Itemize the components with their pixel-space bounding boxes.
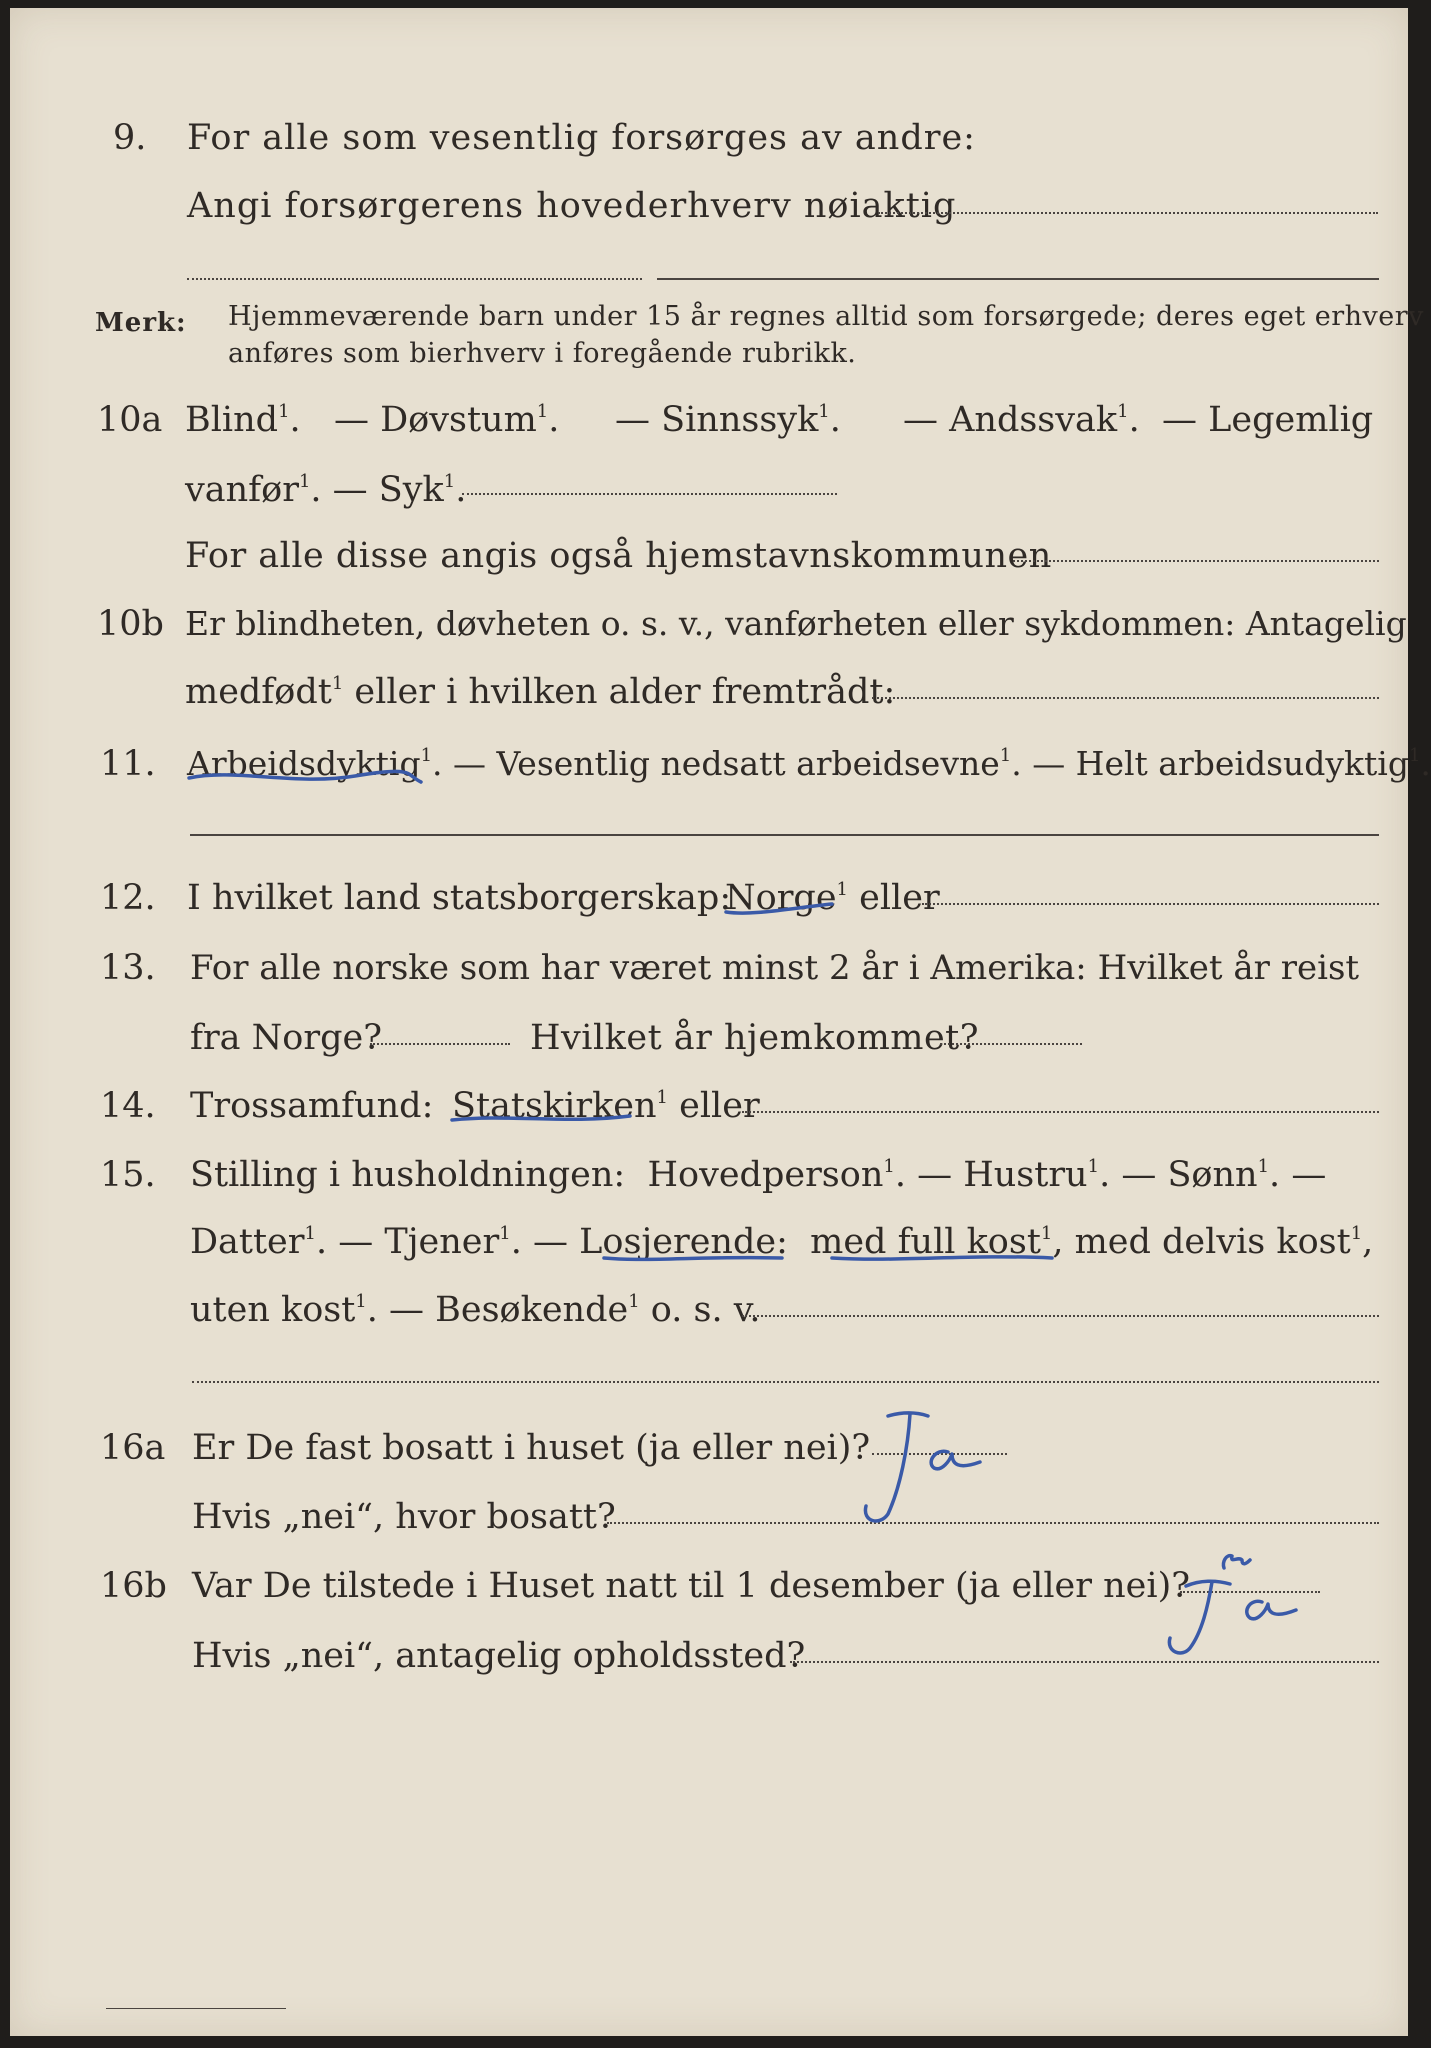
q16a-handwritten-answer (840, 1408, 1000, 1528)
q10b-number: 10b (97, 604, 164, 644)
q14-ink-underline (448, 1106, 638, 1130)
q13-line2b: Hvilket år hjemkommet? (530, 1018, 980, 1058)
q16b-number: 16b (100, 1566, 167, 1606)
q9-line1: For alle som vesentlig forsørges av andre: (187, 118, 976, 158)
q12-answer-line[interactable] (922, 903, 1379, 905)
q16b-opholdssted-line[interactable] (790, 1661, 1379, 1663)
q9-number: 9. (113, 118, 147, 158)
q13-year-back-line[interactable] (940, 1043, 1082, 1045)
q15-answer-line[interactable] (742, 1315, 1379, 1317)
q15-line2: Datter$^1$. — Tjener$^1$. — Losjerende: med full kost$^1$, med delvis kost$^1$, (190, 1222, 1374, 1262)
q15-answer-line-2[interactable] (192, 1381, 1379, 1383)
q14-answer-line[interactable] (742, 1111, 1379, 1113)
q14-label: Trossamfund: (190, 1086, 434, 1126)
q10a-line1-sinnssyk: — Sinnssyk$^1$. (615, 400, 841, 440)
q14-number: 14. (100, 1086, 156, 1126)
q11-number: 11. (100, 744, 156, 784)
q11-ink-underline (185, 762, 425, 792)
q9-line2: Angi forsørgerens hovederhverv nøiaktig (187, 186, 957, 226)
q15-ink-underlines (600, 1246, 1060, 1270)
merk-line2: anføres som bierhverv i foregående rubrikk. (228, 338, 857, 369)
q16a-line2: Hvis „nei“, hvor bosatt? (192, 1497, 616, 1537)
q16b-line2: Hvis „nei“, antagelig opholdssted? (192, 1636, 806, 1676)
q12-number: 12. (100, 878, 156, 918)
q15-option-losjerende: Losjerende (579, 1222, 777, 1262)
footnote-rule (106, 2008, 286, 2009)
q12-option-norge: Norge$^1$ eller (725, 878, 940, 918)
q10b-line1: Er blindheten, døvheten o. s. v., vanførheten eller sykdommen: Antagelig (185, 604, 1407, 643)
merk-label: Merk: (95, 308, 187, 338)
q10a-line1-blind: Blind$^1$. (185, 400, 301, 440)
q14-option-statskirken: Statskirken$^1$ eller (452, 1086, 760, 1126)
q10a-line1-legemlig: — Legemlig (1162, 400, 1374, 440)
q12-ink-underline (722, 898, 842, 922)
q16b-handwritten-answer (1150, 1540, 1320, 1660)
q13-line1: For alle norske som har været minst 2 år i Amerika: Hvilket år reist (190, 948, 1360, 988)
q15-number: 15. (100, 1155, 156, 1195)
q9-answer-line-2b (657, 278, 1379, 280)
q13-number: 13. (100, 948, 156, 988)
q10a-line2: vanfør$^1$. — Syk$^1$. (185, 470, 467, 510)
q10a-line1-andssvak: — Andssvak$^1$. (903, 400, 1140, 440)
q13-year-left-line[interactable] (370, 1043, 510, 1045)
q12-label: I hvilket land statsborgerskap: (187, 878, 732, 918)
q10a-answer-line[interactable] (462, 493, 837, 495)
q10b-line2: medfødt$^1$ eller i hvilken alder fremtrådt: (185, 672, 896, 712)
q10b-answer-line[interactable] (872, 697, 1379, 699)
q16b-line1: Var De tilstede i Huset natt til 1 desember (ja eller nei)? (192, 1566, 1190, 1606)
q11-answer-line (190, 834, 1379, 836)
q13-line2a: fra Norge? (190, 1018, 382, 1058)
q10a-line1-dovstum: — Døvstum$^1$. (334, 400, 560, 440)
q9-answer-line-2a[interactable] (187, 278, 642, 280)
q16a-number: 16a (100, 1428, 166, 1468)
q10a-line3: For alle disse angis også hjemstavnskommunen (185, 536, 1052, 576)
q10a-number: 10a (97, 400, 163, 440)
q15-option-full-kost: med full kost (810, 1222, 1041, 1262)
merk-line1: Hjemmeværende barn under 15 år regnes alltid som forsørgede; deres eget erhverv (228, 301, 1424, 332)
q16a-line1: Er De fast bosatt i huset (ja eller nei)? (192, 1428, 871, 1468)
q15-line3: uten kost$^1$. — Besøkende$^1$ o. s. v. (190, 1290, 761, 1330)
q10a-hjemstavn-line[interactable] (1013, 560, 1379, 562)
q11-line: Arbeidsdyktig$^1$. — Vesentlig nedsatt arbeidsevne$^1$. — Helt arbeidsudyktig$^1$. (187, 744, 1431, 783)
q11-option-arbeidsdyktig: Arbeidsdyktig (187, 744, 421, 783)
q15-line1: Stilling i husholdningen: Hovedperson$^1$. — Hustru$^1$. — Sønn$^1$. — (190, 1155, 1327, 1195)
q9-answer-line[interactable] (878, 212, 1378, 214)
